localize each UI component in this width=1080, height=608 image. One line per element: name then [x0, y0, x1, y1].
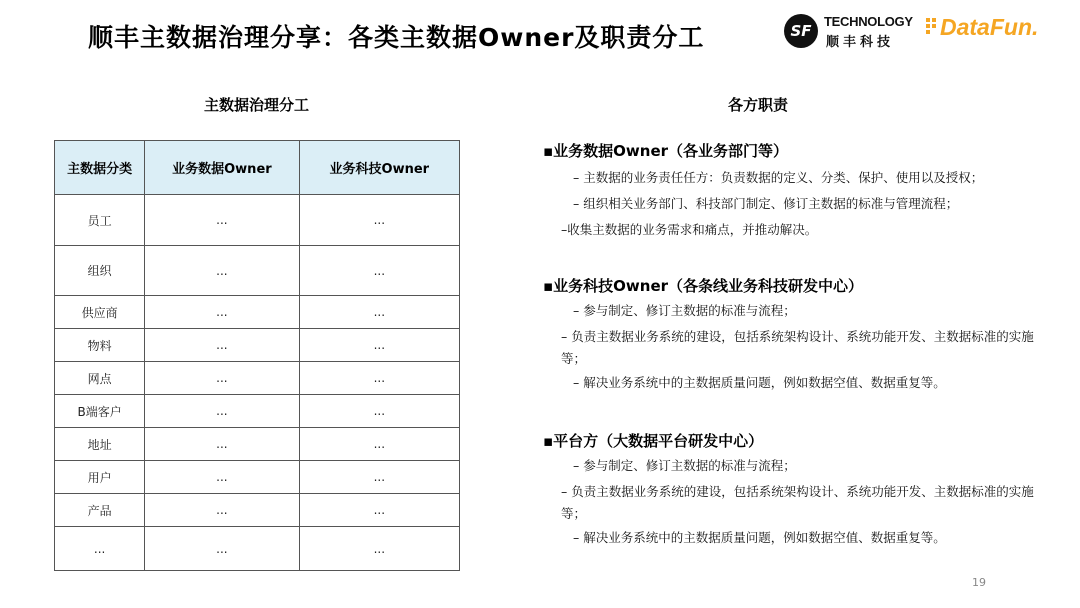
- table-cell: ...: [145, 246, 299, 296]
- table-row: [55, 195, 460, 246]
- table-cell: 网点: [55, 362, 145, 395]
- table-cell: 员工: [55, 195, 145, 246]
- table-cell: ...: [145, 195, 299, 246]
- table-cell: ...: [299, 527, 459, 571]
- table-row: [55, 395, 460, 428]
- column-header: 业务数据Owner: [145, 141, 299, 195]
- left-section-heading: 主数据治理分工: [204, 96, 310, 114]
- table-cell: ...: [145, 428, 299, 461]
- table-cell: ...: [145, 329, 299, 362]
- table-cell: ...: [299, 329, 459, 362]
- page-number: 19: [972, 576, 986, 589]
- table-row: [55, 527, 460, 571]
- section-line: – 解决业务系统中的主数据质量问题，例如数据空值、数据重复等。: [573, 530, 946, 545]
- table-row: [55, 246, 460, 296]
- table-row: [55, 428, 460, 461]
- table-cell: ...: [299, 395, 459, 428]
- table-cell: ...: [145, 494, 299, 527]
- section-title: ▪平台方（大数据平台研发中心）: [543, 432, 764, 450]
- sf-badge-icon: SF: [784, 14, 818, 48]
- section-line: – 负责主数据业务系统的建设，包括系统架构设计、系统功能开发、主数据标准的实施等；: [561, 329, 1034, 366]
- table-cell: ...: [299, 428, 459, 461]
- table-cell: ...: [299, 195, 459, 246]
- table-cell: ...: [299, 296, 459, 329]
- table-row: [55, 296, 460, 329]
- table-cell: ...: [145, 296, 299, 329]
- section-line: – 参与制定、修订主数据的标准与流程；: [573, 458, 796, 473]
- page-title: 顺丰主数据治理分享：各类主数据Owner及职责分工: [88, 23, 705, 52]
- table-cell: ...: [55, 527, 145, 571]
- table-row: [55, 362, 460, 395]
- section-line: –收集主数据的业务需求和痛点，并推动解决。: [561, 222, 818, 237]
- table-cell: ...: [145, 362, 299, 395]
- table-cell: 用户: [55, 461, 145, 494]
- sf-logo-chinese: 顺丰科技: [826, 35, 895, 50]
- section-line: – 主数据的业务责任任方：负责数据的定义、分类、保护、使用以及授权；: [573, 170, 984, 185]
- table-row: [55, 461, 460, 494]
- table-header-row: [55, 141, 460, 195]
- table-cell: ...: [299, 494, 459, 527]
- table-cell: ...: [145, 527, 299, 571]
- sf-logo-english: TECHNOLOGY: [824, 14, 913, 29]
- table-cell: ...: [299, 362, 459, 395]
- section-title: ▪业务科技Owner（各条线业务科技研发中心）: [543, 277, 864, 295]
- responsibility-section: [543, 275, 1063, 394]
- table-cell: ...: [145, 461, 299, 494]
- column-header: 业务科技Owner: [299, 141, 459, 195]
- table-cell: B端客户: [55, 395, 145, 428]
- table-cell: ...: [145, 395, 299, 428]
- master-data-table: [54, 140, 460, 571]
- table-cell: ...: [299, 461, 459, 494]
- table-row: [55, 494, 460, 527]
- datafun-logo: [926, 14, 1056, 44]
- section-line: – 负责主数据业务系统的建设，包括系统架构设计、系统功能开发、主数据标准的实施等；: [561, 484, 1034, 521]
- table-cell: 地址: [55, 428, 145, 461]
- right-section-heading: 各方职责: [728, 96, 789, 114]
- table-row: [55, 329, 460, 362]
- table-cell: 物料: [55, 329, 145, 362]
- section-line: – 解决业务系统中的主数据质量问题，例如数据空值、数据重复等。: [573, 375, 946, 390]
- table-cell: 产品: [55, 494, 145, 527]
- column-header: 主数据分类: [55, 141, 145, 195]
- table-cell: 供应商: [55, 296, 145, 329]
- section-title: ▪业务数据Owner（各业务部门等）: [543, 142, 789, 160]
- sf-technology-logo: [784, 12, 913, 52]
- datafun-wordmark: DataFun.: [940, 14, 1039, 40]
- table-cell: 组织: [55, 246, 145, 296]
- section-line: – 组织相关业务部门、科技部门制定、修订主数据的标准与管理流程；: [573, 196, 959, 211]
- section-line: – 参与制定、修订主数据的标准与流程；: [573, 303, 796, 318]
- responsibility-section: [543, 430, 1063, 549]
- responsibility-section: [543, 140, 1063, 241]
- table-cell: ...: [299, 246, 459, 296]
